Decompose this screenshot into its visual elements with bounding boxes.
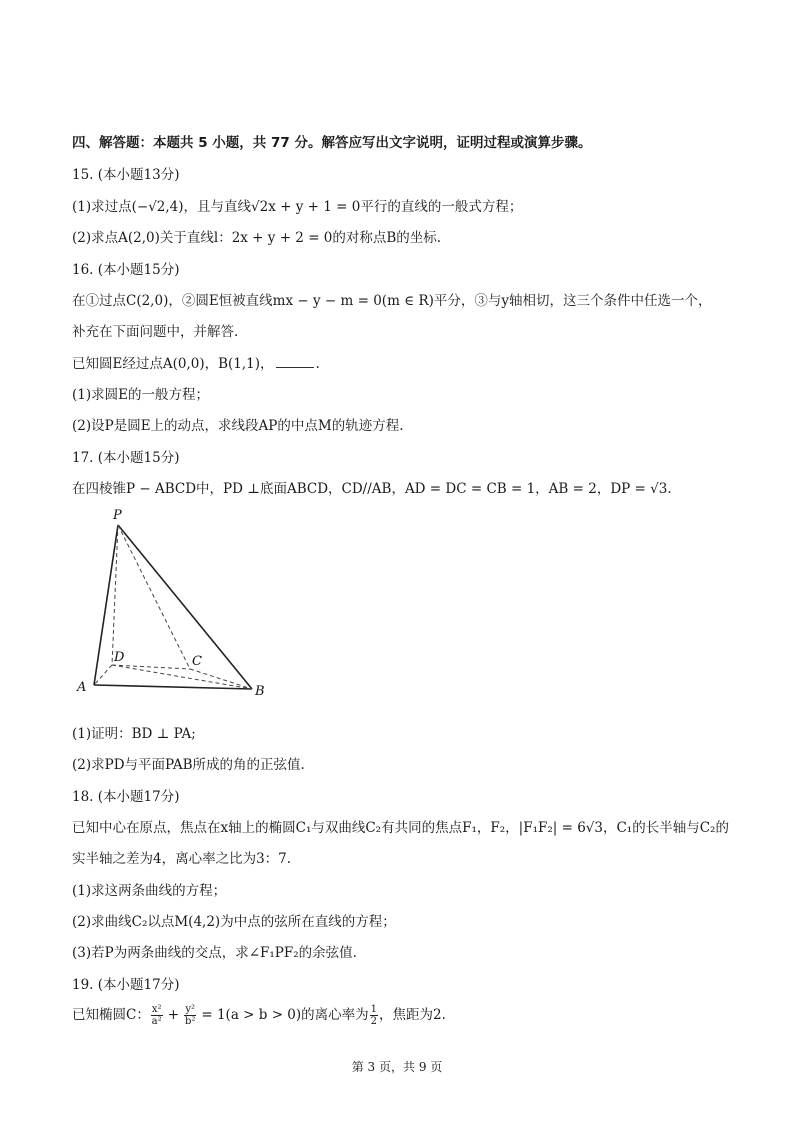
q18-part1: (1)求这两条曲线的方程； bbox=[72, 883, 227, 899]
label-a: A bbox=[77, 680, 87, 695]
fraction-numerator: y² bbox=[185, 1004, 196, 1015]
pyramid-figure bbox=[70, 505, 290, 705]
label-c: C bbox=[192, 654, 202, 669]
edge-pc bbox=[118, 525, 190, 669]
q18-intro-line1: 已知中心在原点，焦点在x轴上的椭圆C₁与双曲线C₂有共同的焦点F₁，F₂，|F₁F₂| = 6√3，C₁的长半轴与C₂的 bbox=[72, 820, 729, 836]
q19-intro-a: 已知椭圆C： bbox=[72, 1007, 150, 1023]
label-b: B bbox=[255, 684, 265, 699]
q15-part2: (2)求点A(2,0)关于直线l：2x + y + 2 = 0的对称点B的坐标. bbox=[72, 230, 442, 246]
q18-header: 18. (本小题17分) bbox=[72, 789, 180, 805]
q16-given-end: . bbox=[315, 356, 320, 372]
fraction-x2-a2 bbox=[151, 1004, 163, 1027]
label-d: D bbox=[114, 650, 125, 665]
q19-intro-c: ，焦距为2. bbox=[379, 1007, 446, 1023]
q18-part3: (3)若P为两条曲线的交点，求∠F₁PF₂的余弦值. bbox=[72, 945, 357, 961]
label-p: P bbox=[113, 508, 122, 523]
page-footer: 第 3 页，共 9 页 bbox=[351, 1060, 443, 1074]
fraction-y2-b2 bbox=[184, 1004, 196, 1027]
fraction-denominator: 2 bbox=[370, 1016, 378, 1027]
fraction-one-half bbox=[370, 1004, 378, 1027]
q16-given bbox=[72, 355, 320, 373]
fraction-numerator: x² bbox=[151, 1004, 162, 1015]
q18-intro-line2: 实半轴之差为4，离心率之比为3：7. bbox=[72, 851, 292, 867]
fraction-denominator: a² bbox=[151, 1016, 162, 1027]
edge-ab bbox=[94, 685, 252, 689]
edge-dc bbox=[112, 665, 190, 669]
plus-sign: + bbox=[163, 1007, 184, 1023]
q15-header: 15. (本小题13分) bbox=[72, 167, 180, 183]
q16-part1: (1)求圆E的一般方程； bbox=[72, 387, 209, 403]
q15-part1: (1)求过点(−√2,4)，且与直线√2x + y + 1 = 0平行的直线的一般式方程； bbox=[72, 199, 523, 215]
section-heading: 四、解答题：本题共 5 小题，共 77 分。解答应写出文字说明，证明过程或演算步骤。 bbox=[72, 135, 592, 151]
edge-cb bbox=[190, 669, 252, 689]
fraction-numerator: 1 bbox=[370, 1004, 378, 1015]
q16-header: 16. (本小题15分) bbox=[72, 262, 180, 278]
q17-part2: (2)求PD与平面PAB所成的角的正弦值. bbox=[72, 757, 305, 773]
q16-intro-line2: 补充在下面问题中，并解答. bbox=[72, 324, 239, 340]
fraction-denominator: b² bbox=[185, 1016, 196, 1027]
q16-part2: (2)设P是圆E上的动点，求线段AP的中点M的轨迹方程. bbox=[72, 418, 404, 434]
q17-part1: (1)证明：BD ⊥ PA; bbox=[72, 726, 196, 742]
q19-intro-b: = 1(a > b > 0)的离心率为 bbox=[197, 1007, 369, 1023]
q17-header: 17. (本小题15分) bbox=[72, 450, 180, 466]
q19-intro bbox=[72, 1002, 446, 1028]
edge-pb bbox=[118, 525, 252, 689]
q19-header: 19. (本小题17分) bbox=[72, 977, 180, 993]
q16-intro-line1: 在①过点C(2,0)，②圆E恒被直线mx − y − m = 0(m ∈ R)平分，③与y轴相切，这三个条件中任选一个， bbox=[72, 293, 712, 309]
q16-given-text: 已知圆E经过点A(0,0)，B(1,1)， bbox=[72, 356, 274, 372]
q17-intro: 在四棱锥P − ABCD中，PD ⊥底面ABCD，CD//AB，AD = DC = CB = 1，AB = 2，DP = √3. bbox=[72, 481, 672, 497]
fill-in-blank bbox=[276, 355, 314, 368]
q18-part2: (2)求曲线C₂以点M(4,2)为中点的弦所在直线的方程； bbox=[72, 914, 396, 930]
